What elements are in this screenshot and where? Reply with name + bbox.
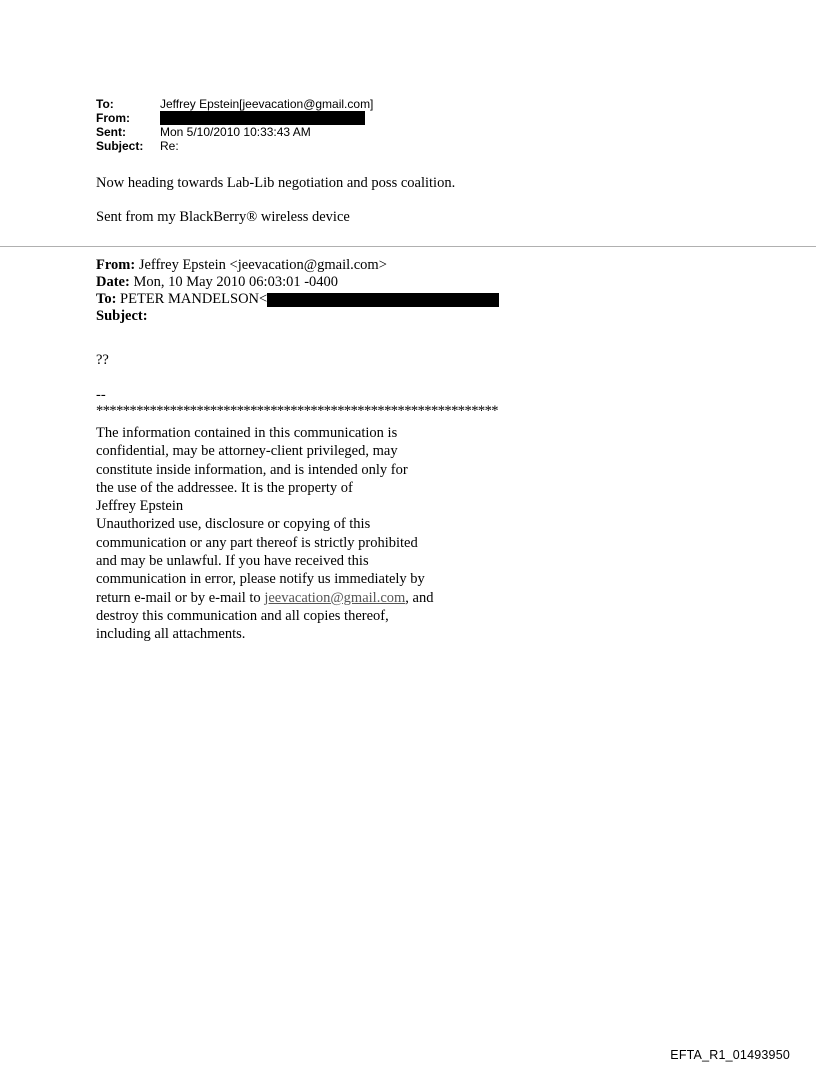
disclaimer-line: communication or any part thereof is strictly prohibited [96, 534, 418, 551]
subject-row [96, 139, 373, 153]
sig-dashes: -- [96, 387, 106, 403]
disclaimer-return-line [96, 589, 433, 607]
disclaimer-line: The information contained in this communication is [96, 425, 398, 441]
redaction-box [160, 111, 365, 125]
from-row [96, 111, 373, 125]
redaction-box [267, 293, 499, 307]
star-rule: ************************************************************ [96, 403, 499, 419]
fwd-from-row [96, 257, 499, 274]
fwd-to-value: PETER MANDELSON< [116, 291, 268, 307]
return-suffix: , and [405, 589, 434, 606]
subject-value: Re: [160, 139, 179, 153]
disclaimer-line: and may be unlawful. If you have received this [96, 553, 369, 570]
email-link[interactable]: jeevacation@gmail.com [264, 589, 406, 606]
fwd-date-row [96, 274, 499, 291]
forwarded-header [96, 257, 499, 325]
disclaimer-line: including all attachments. [96, 626, 246, 643]
fwd-to-row [96, 291, 499, 308]
to-label: To: [96, 97, 114, 111]
sent-value: Mon 5/10/2010 10:33:43 AM [160, 125, 311, 139]
fwd-subject-label: Subject: [96, 308, 148, 324]
divider [0, 246, 816, 247]
document-id: EFTA_R1_01493950 [670, 1048, 790, 1062]
disclaimer-line: the use of the addressee. It is the property of [96, 479, 353, 496]
to-value: Jeffrey Epstein[jeevacation@gmail.com] [160, 97, 374, 111]
disclaimer-line: constitute inside information, and is intended only for [96, 461, 408, 478]
fwd-from-value: Jeffrey Epstein <jeevacation@gmail.com> [135, 257, 387, 273]
sent-label: Sent: [96, 125, 126, 139]
disclaimer-line: Jeffrey Epstein [96, 498, 184, 515]
subject-label: Subject: [96, 139, 144, 153]
sent-row [96, 125, 373, 139]
fwd-from-label: From: [96, 257, 136, 273]
disclaimer-line: communication in error, please notify us immediately by [96, 571, 425, 588]
email-header [96, 97, 373, 153]
fwd-subject-row [96, 308, 499, 325]
disclaimer [96, 424, 433, 644]
fwd-body: ?? [96, 352, 109, 368]
fwd-to-label: To: [96, 291, 117, 307]
reply-signature: Sent from my BlackBerry® wireless device [96, 209, 350, 225]
fwd-date-value: Mon, 10 May 2010 06:03:01 -0400 [129, 274, 339, 290]
return-prefix: return e-mail or by e-mail to [96, 589, 265, 606]
reply-body: Now heading towards Lab-Lib negotiation and poss coalition. [96, 175, 456, 191]
disclaimer-line: destroy this communication and all copies thereof, [96, 607, 389, 624]
disclaimer-line: confidential, may be attorney-client privileged, may [96, 443, 398, 460]
disclaimer-line: Unauthorized use, disclosure or copying of this [96, 516, 371, 533]
to-row [96, 97, 373, 111]
fwd-date-label: Date: [96, 274, 130, 290]
from-label: From: [96, 111, 130, 125]
